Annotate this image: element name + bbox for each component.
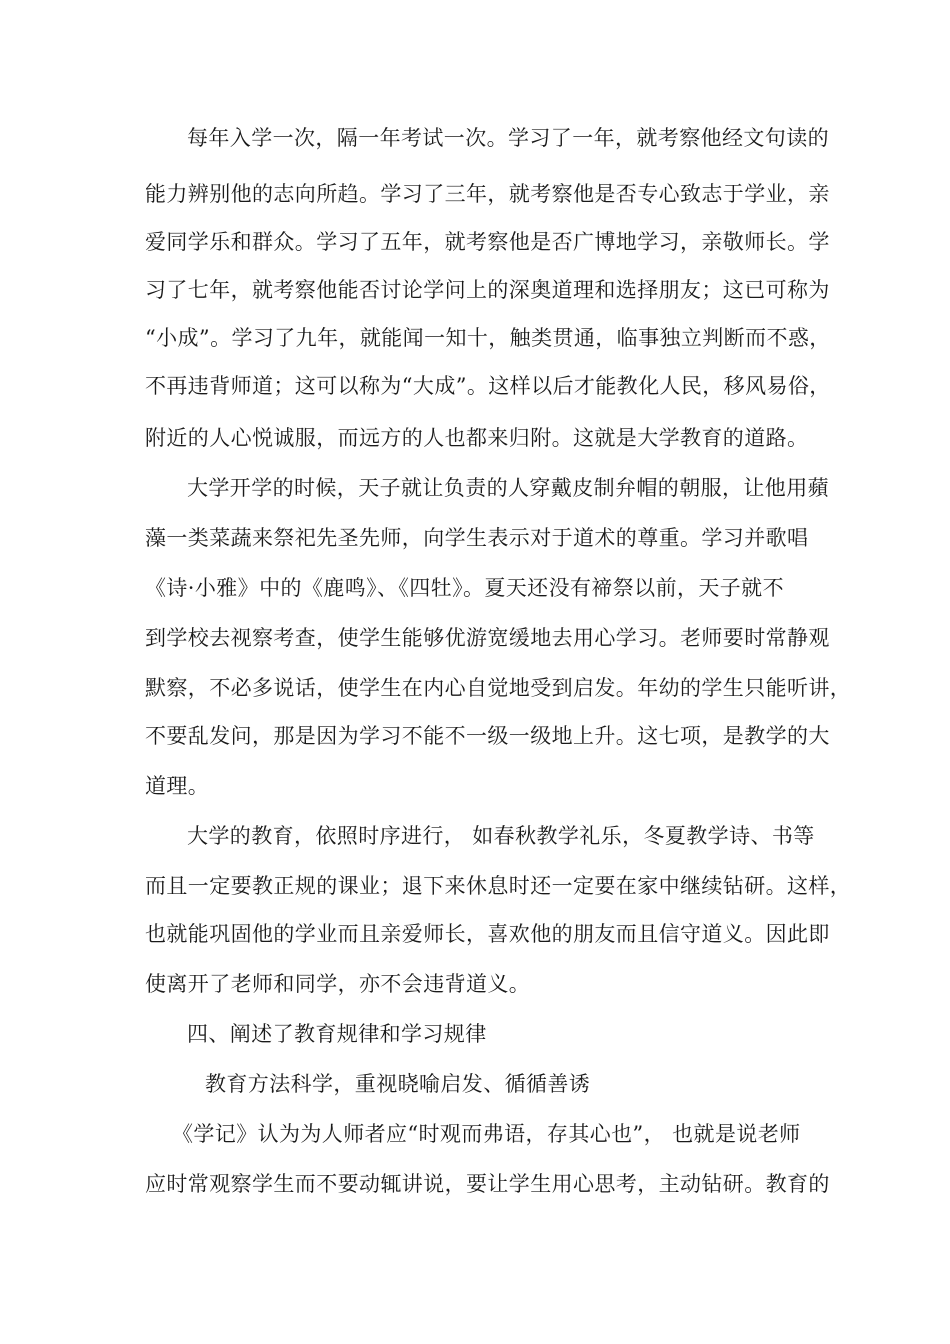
paragraph-line: 习了七年，就考察他能否讨论学问上的深奥道理和选择朋友；这已可称为 [145, 278, 830, 302]
subsection-heading: 教育方法科学，重视晓喻启发、循循善诱 [205, 1072, 591, 1096]
paragraph-line: 《诗·小雅》中的《鹿鸣》、《四牡》。夏天还没有禘祭以前，天子就不 [145, 576, 784, 600]
paragraph-line: 到学校去视察考查，使学生能够优游宽缓地去用心学习。老师要时常静观 [145, 626, 830, 650]
paragraph-line: 大学的教育，依照时序进行， 如春秋教学礼乐，冬夏教学诗、书等 [187, 824, 815, 848]
paragraph-line: 也就能巩固他的学业而且亲爱师长，喜欢他的朋友而且信守道义。因此即 [145, 922, 830, 946]
paragraph-line: 应时常观察学生而不要动辄讲说，要让学生用心思考，主动钻研。教育的 [145, 1172, 830, 1196]
paragraph-line: 藻一类菜蔬来祭祀先圣先师，向学生表示对于道术的尊重。学习并歌唱 [145, 526, 809, 550]
paragraph-line: 大学开学的时候，天子就让负责的人穿戴皮制弁帽的朝服，让他用蘋 [187, 476, 829, 500]
paragraph-line: “小成”。学习了九年，就能闻一知十，触类贯通，临事独立判断而不惑， [145, 326, 831, 350]
paragraph-line: 而且一定要教正规的课业；退下来休息时还一定要在家中继续钻研。这样， [145, 874, 852, 898]
paragraph-line: 默察，不必多说话，使学生在内心自觉地受到启发。年幼的学生只能听讲， [145, 676, 852, 700]
paragraph-line: 道理。 [145, 774, 210, 798]
paragraph-line: 每年入学一次，隔一年考试一次。学习了一年，就考察他经文句读的 [187, 126, 829, 150]
paragraph-line: 《学记》认为为人师者应“时观而弗语，存其心也”， 也就是说老师 [172, 1122, 801, 1146]
paragraph-line: 爱同学乐和群众。学习了五年，就考察他是否广博地学习，亲敬师长。学 [145, 230, 830, 254]
paragraph-line: 不要乱发问，那是因为学习不能不一级一级地上升。这七项，是教学的大 [145, 724, 830, 748]
paragraph-line: 附近的人心悦诚服，而远方的人也都来归附。这就是大学教育的道路。 [145, 426, 809, 450]
paragraph-line: 不再违背师道；这可以称为“大成”。这样以后才能教化人民，移风易俗， [145, 374, 831, 398]
section-heading: 四、阐述了教育规律和学习规律 [187, 1022, 487, 1046]
paragraph-line: 使离开了老师和同学，亦不会违背道义。 [145, 972, 531, 996]
paragraph-line: 能力辨别他的志向所趋。学习了三年，就考察他是否专心致志于学业，亲 [145, 182, 830, 206]
